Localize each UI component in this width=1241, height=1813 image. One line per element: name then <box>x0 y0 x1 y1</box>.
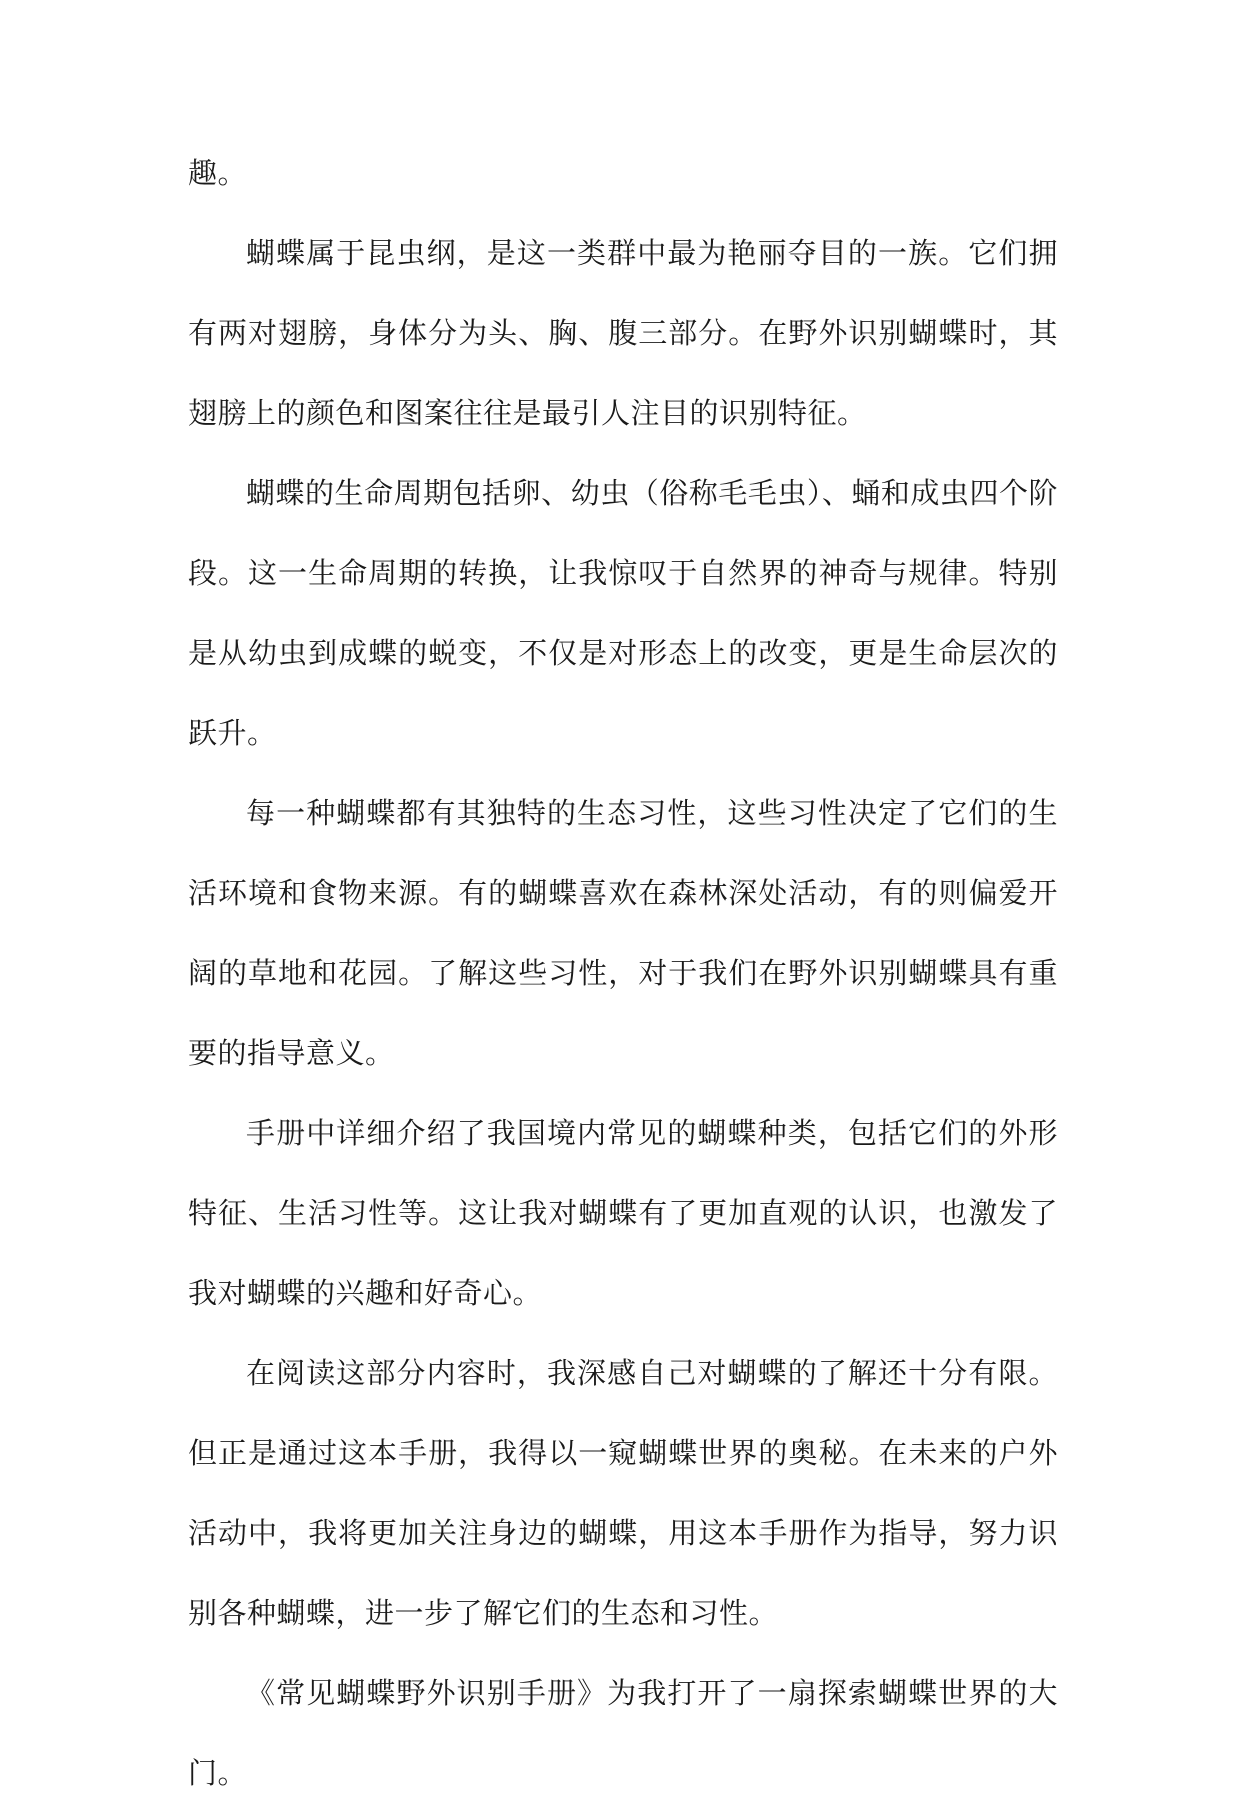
paragraph-life-cycle: 蝴蝶的生命周期包括卵、幼虫（俗称毛毛虫）、蛹和成虫四个阶段。这一生命周期的转换，让我惊叹于自然界的神奇与规律。特别是从幼虫到成蝶的蜕变，不仅是对形态上的改变，更是生命层次的跃升。 <box>188 476 1058 750</box>
paragraph-continuation: 趣。 <box>188 156 248 190</box>
paragraph-reflection: 在阅读这部分内容时，我深感自己对蝴蝶的了解还十分有限。但正是通过这本手册，我得以一窥蝴蝶世界的奥秘。在未来的户外活动中，我将更加关注身边的蝴蝶，用这本手册作为指导，努力识别各种蝴蝶，进一步了解它们的生态和习性。 <box>188 1356 1058 1630</box>
paragraph-ecological-habits: 每一种蝴蝶都有其独特的生态习性，这些习性决定了它们的生活环境和食物来源。有的蝴蝶喜欢在森林深处活动，有的则偏爱开阔的草地和花园。了解这些习性，对于我们在野外识别蝴蝶具有重要的指导意义。 <box>188 796 1058 1070</box>
paragraph-butterfly-classification: 蝴蝶属于昆虫纲，是这一类群中最为艳丽夺目的一族。它们拥有两对翅膀，身体分为头、胸、腹三部分。在野外识别蝴蝶时，其翅膀上的颜色和图案往往是最引人注目的识别特征。 <box>188 236 1058 430</box>
document-body <box>188 133 1058 1813</box>
paragraph-handbook-species: 手册中详细介绍了我国境内常见的蝴蝶种类，包括它们的外形特征、生活习性等。这让我对蝴蝶有了更加直观的认识，也激发了我对蝴蝶的兴趣和好奇心。 <box>188 1116 1058 1310</box>
paragraph-conclusion: 《常见蝴蝶野外识别手册》为我打开了一扇探索蝴蝶世界的大门。 <box>188 1676 1058 1790</box>
